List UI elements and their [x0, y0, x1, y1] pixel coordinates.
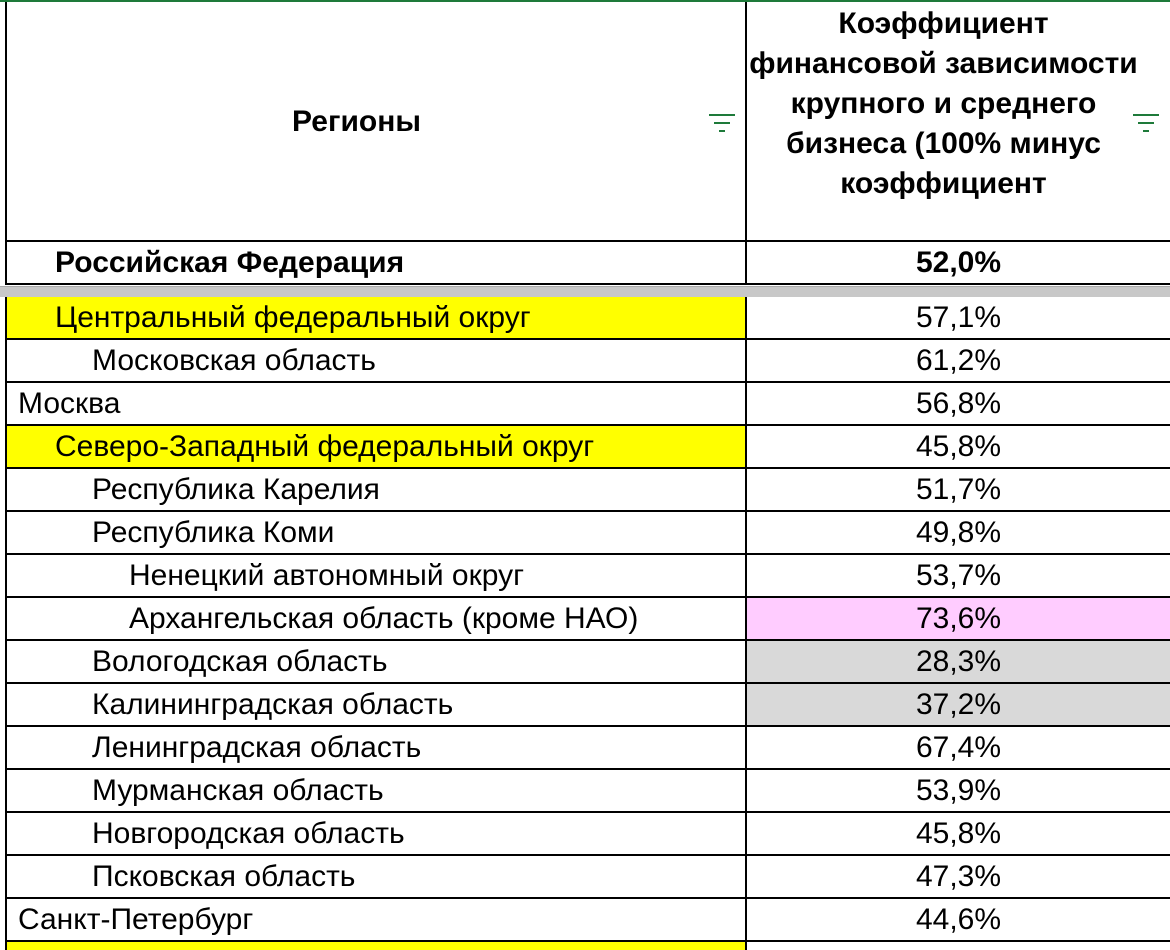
- table-row: [0, 297, 1170, 340]
- cell-value[interactable]: 73,6%: [745, 598, 1170, 641]
- cell-value[interactable]: 52,0%: [745, 242, 1170, 285]
- table-row: [0, 426, 1170, 469]
- cell-value[interactable]: 49,8%: [745, 512, 1170, 555]
- table-row: [0, 770, 1170, 813]
- cell-region[interactable]: Новгородская область: [5, 813, 746, 856]
- filter-icon[interactable]: [1132, 112, 1160, 134]
- cell-region[interactable]: Санкт-Петербург: [5, 899, 746, 942]
- table-row: [0, 340, 1170, 383]
- cell-value[interactable]: 45,8%: [745, 813, 1170, 856]
- cell-value[interactable]: 37,2%: [745, 684, 1170, 727]
- cell-region[interactable]: Московская область: [5, 340, 746, 383]
- table-row-total: [0, 242, 1170, 285]
- table-row: [0, 899, 1170, 942]
- filter-icon[interactable]: [708, 112, 736, 134]
- cell-value[interactable]: 44,6%: [745, 899, 1170, 942]
- cell-region[interactable]: Ненецкий автономный округ: [5, 555, 746, 598]
- cell-region[interactable]: Вологодская область: [5, 641, 746, 684]
- table-row: [0, 598, 1170, 641]
- column-header-regions-label: Регионы: [292, 105, 421, 138]
- table-row: [0, 555, 1170, 598]
- next-row-partial-region[interactable]: [5, 942, 746, 950]
- cell-region[interactable]: Архангельская область (кроме НАО): [5, 598, 746, 641]
- table-row: [0, 469, 1170, 512]
- cell-region[interactable]: Псковская область: [5, 856, 746, 899]
- cell-region[interactable]: Москва: [5, 383, 746, 426]
- cell-region[interactable]: Калининградская область: [5, 684, 746, 727]
- cell-value[interactable]: 45,8%: [745, 426, 1170, 469]
- cell-value[interactable]: 57,1%: [745, 297, 1170, 340]
- cell-region[interactable]: Мурманская область: [5, 770, 746, 813]
- cell-value[interactable]: 61,2%: [745, 340, 1170, 383]
- cell-value[interactable]: 56,8%: [745, 383, 1170, 426]
- table-row: [0, 684, 1170, 727]
- cell-value[interactable]: 67,4%: [745, 727, 1170, 770]
- column-header-regions[interactable]: [5, 2, 746, 242]
- table-row: [0, 813, 1170, 856]
- table-row: [0, 512, 1170, 555]
- cell-region[interactable]: Центральный федеральный округ: [5, 297, 746, 340]
- cell-region[interactable]: Республика Карелия: [5, 469, 746, 512]
- table-row: [0, 727, 1170, 770]
- column-header-coefficient[interactable]: [745, 2, 1170, 242]
- cell-value[interactable]: 51,7%: [745, 469, 1170, 512]
- cell-value[interactable]: 28,3%: [745, 641, 1170, 684]
- cell-region[interactable]: Республика Коми: [5, 512, 746, 555]
- cell-region[interactable]: Ленинградская область: [5, 727, 746, 770]
- cell-value[interactable]: 47,3%: [745, 856, 1170, 899]
- freeze-panes-divider[interactable]: [0, 286, 1170, 297]
- column-header-coefficient-label: Коэффициент финансовой зависимости крупного и среднего бизнеса (100% минус коэффициент: [749, 7, 1138, 200]
- table-row: [0, 383, 1170, 426]
- cell-region[interactable]: Северо-Западный федеральный округ: [5, 426, 746, 469]
- cell-value[interactable]: 53,9%: [745, 770, 1170, 813]
- cell-value[interactable]: 53,7%: [745, 555, 1170, 598]
- cell-region[interactable]: Российская Федерация: [5, 242, 746, 285]
- table-row: [0, 641, 1170, 684]
- next-row-partial-value[interactable]: [745, 942, 1170, 950]
- table-row: [0, 856, 1170, 899]
